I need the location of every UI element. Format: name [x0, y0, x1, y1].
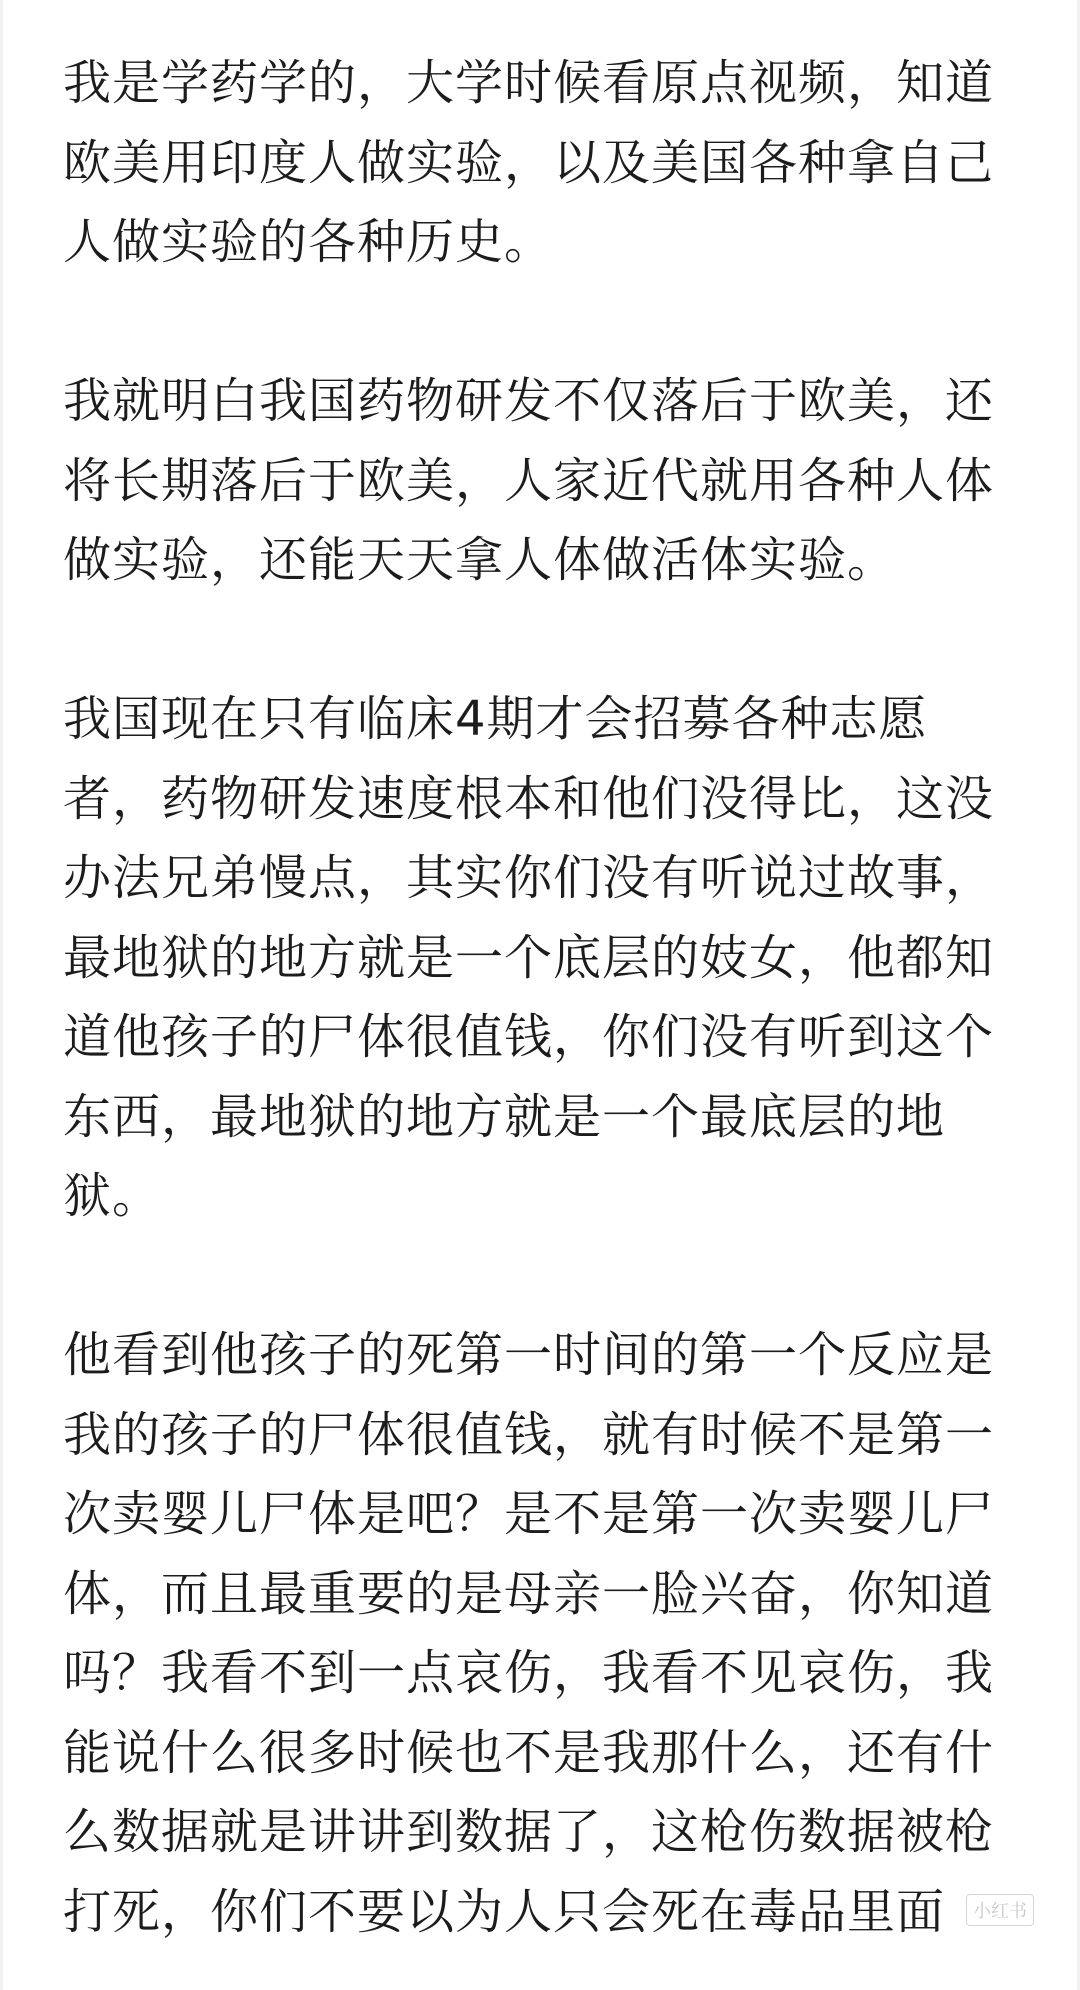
watermark-logo: 小红书: [966, 1894, 1034, 1926]
text-line: 欧美用印度人做实验，以及美国各种拿自己: [63, 134, 995, 191]
paragraph-4: [63, 1316, 1063, 1952]
text-line: 我是学药学的，大学时候看原点视频，知道: [63, 55, 995, 111]
text-line: 体，而且最重要的是母亲一脸兴奋，你知道: [63, 1565, 995, 1622]
post-body: [63, 44, 1063, 1952]
text-line: 人做实验的各种历史。: [63, 214, 554, 270]
text-line: 办法兄弟慢点，其实你们没有听说过故事，: [63, 850, 995, 906]
text-line: 我国现在只有临床4期才会招募各种志愿: [63, 691, 928, 747]
text-line: 我的孩子的尸体很值钱，就有时候不是第一: [63, 1406, 995, 1463]
text-line: 吗？我看不到一点哀伤，我看不见哀伤，我: [63, 1645, 995, 1701]
left-border: [0, 0, 3, 1990]
text-line: 者，药物研发速度根本和他们没得比，这没: [63, 770, 995, 827]
text-line: 他看到他孩子的死第一时间的第一个反应是: [63, 1327, 995, 1383]
text-line: 次卖婴儿尸体是吧？是不是第一次卖婴儿尸: [63, 1486, 995, 1542]
text-line: 打死，你们不要以为人只会死在毒品里面: [63, 1883, 946, 1940]
paragraph-spacer: [63, 601, 1063, 681]
paragraph-1: [63, 44, 1063, 283]
text-line: 狱。: [63, 1168, 162, 1224]
text-line: 能说什么很多时候也不是我那什么，还有什: [63, 1724, 995, 1781]
text-line: 道他孩子的尸体很值钱，你们没有听到这个: [63, 1009, 995, 1065]
text-line: 么数据就是讲讲到数据了，这枪伤数据被枪: [63, 1804, 995, 1860]
text-line: 最地狱的地方就是一个底层的妓女，他都知: [63, 929, 995, 986]
paragraph-2: [63, 362, 1063, 601]
text-line: 做实验，还能天天拿人体做活体实验。: [63, 532, 897, 588]
text-line: 我就明白我国药物研发不仅落后于欧美，还: [63, 373, 995, 429]
paragraph-3: [63, 680, 1063, 1237]
paragraph-spacer: [63, 1237, 1063, 1317]
paragraph-spacer: [63, 283, 1063, 363]
text-line: 东西，最地狱的地方就是一个最底层的地: [63, 1088, 946, 1145]
text-line: 将长期落后于欧美，人家近代就用各种人体: [63, 452, 995, 509]
